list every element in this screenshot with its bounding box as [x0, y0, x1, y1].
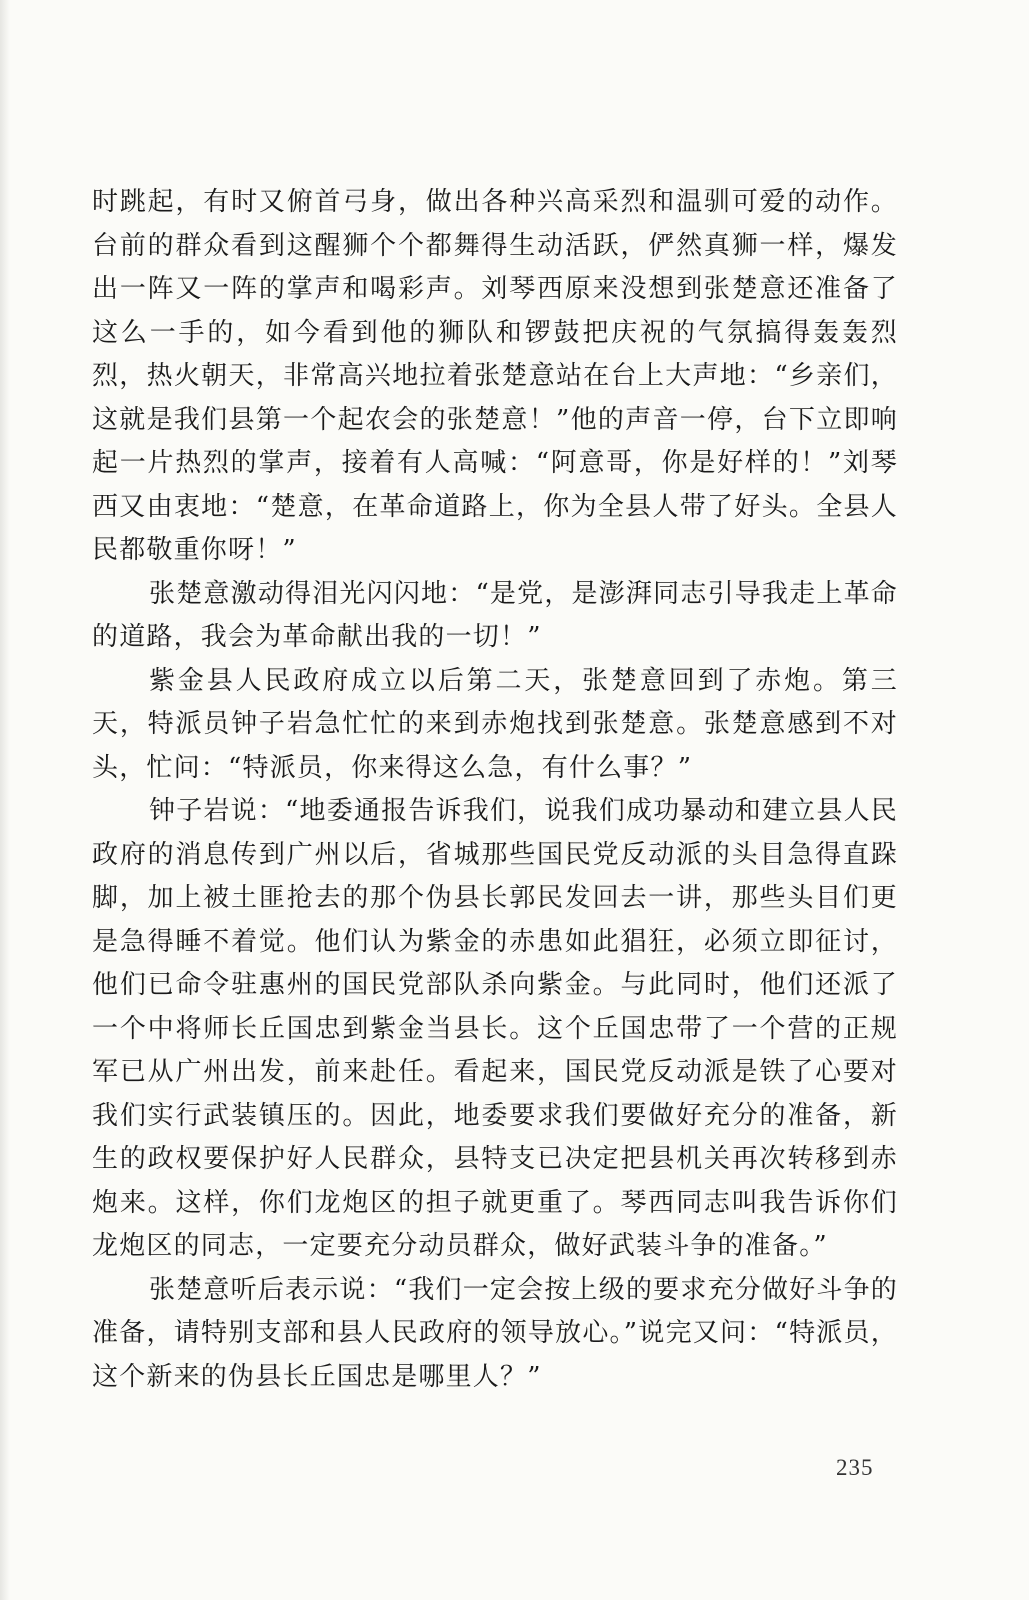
paragraph-5: 张楚意听后表示说：“我们一定会按上级的要求充分做好斗争的准备，请特别支部和县人民政府的领导放心。”说完又问：“特派员，这个新来的伪县长丘国忠是哪里人？” — [92, 1274, 898, 1392]
paragraph-2: 张楚意激动得泪光闪闪地：“是党，是澎湃同志引导我走上革命的道路，我会为革命献出我的一切！” — [92, 578, 898, 652]
paragraph-1: 时跳起，有时又俯首弓身，做出各种兴高采烈和温驯可爱的动作。台前的群众看到这醒狮个个都舞得生动活跃，俨然真狮一样，爆发出一阵又一阵的掌声和喝彩声。刘琴西原来没想到张楚意还准备了这么一手的，如今看到他的狮队和锣鼓把庆祝的气氛搞得轰轰烈烈，热火朝天，非常高兴地拉着张楚意站在台上大声地：“乡亲们，这就是我们县第一个起农会的张楚意！”他的声音一停，台下立即响起一片热烈的掌声，接着有人高喊：“阿意哥，你是好样的！”刘琴西又由衷地：“楚意，在革命道路上，你为全县人带了好头。全县人民都敬重你呀！” — [92, 187, 898, 565]
paragraph-3: 紫金县人民政府成立以后第二天，张楚意回到了赤炮。第三天，特派员钟子岩急忙忙的来到赤炮找到张楚意。张楚意感到不对头，忙问：“特派员，你来得这么急，有什么事？” — [92, 665, 898, 783]
page-edge-shadow — [0, 0, 10, 1600]
paragraph-4: 钟子岩说：“地委通报告诉我们，说我们成功暴动和建立县人民政府的消息传到广州以后，省城那些国民党反动派的头目急得直跺脚，加上被土匪抢去的那个伪县长郭民发回去一讲，那些头目们更是急得睡不着觉。他们认为紫金的赤患如此猖狂，必须立即征讨，他们已命令驻惠州的国民党部队杀向紫金。与此同时，他们还派了一个中将师长丘国忠到紫金当县长。这个丘国忠带了一个营的正规军已从广州出发，前来赴任。看起来，国民党反动派是铁了心要对我们实行武装镇压的。因此，地委要求我们要做好充分的准备，新生的政权要保护好人民群众，县特支已决定把县机关再次转移到赤炮来。这样，你们龙炮区的担子就更重了。琴西同志叫我告诉你们龙炮区的同志，一定要充分动员群众，做好武装斗争的准备。” — [92, 796, 898, 1261]
body-text — [92, 181, 898, 1399]
page-number: 235 — [836, 1455, 874, 1480]
